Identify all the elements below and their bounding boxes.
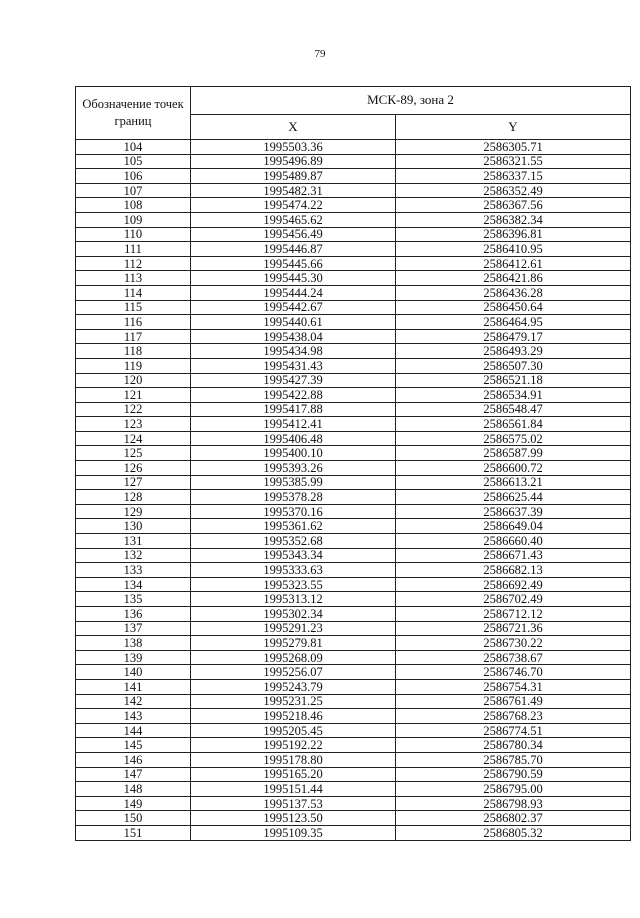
- point-number-cell: 132: [76, 548, 191, 563]
- x-coordinate-cell: 1995218.46: [191, 709, 396, 724]
- y-coordinate-cell: 2586534.91: [396, 388, 631, 403]
- y-coordinate-cell: 2586337.15: [396, 169, 631, 184]
- table-row: [76, 285, 631, 300]
- y-coordinate-cell: 2586738.67: [396, 650, 631, 665]
- x-coordinate-cell: 1995205.45: [191, 723, 396, 738]
- y-coordinate-cell: 2586671.43: [396, 548, 631, 563]
- x-coordinate-cell: 1995482.31: [191, 183, 396, 198]
- x-coordinate-cell: 1995256.07: [191, 665, 396, 680]
- table-row: [76, 709, 631, 724]
- x-coordinate-cell: 1995268.09: [191, 650, 396, 665]
- point-number-cell: 139: [76, 650, 191, 665]
- y-coordinate-cell: 2586768.23: [396, 709, 631, 724]
- x-coordinate-cell: 1995445.66: [191, 256, 396, 271]
- point-number-cell: 125: [76, 446, 191, 461]
- point-number-cell: 126: [76, 461, 191, 476]
- y-coordinate-cell: 2586321.55: [396, 154, 631, 169]
- point-number-cell: 113: [76, 271, 191, 286]
- point-number-cell: 145: [76, 738, 191, 753]
- table-row: [76, 344, 631, 359]
- y-coordinate-cell: 2586396.81: [396, 227, 631, 242]
- table-row: [76, 256, 631, 271]
- table-row: [76, 825, 631, 840]
- table-row: [76, 431, 631, 446]
- point-number-cell: 150: [76, 811, 191, 826]
- table-row: [76, 519, 631, 534]
- x-coordinate-cell: 1995165.20: [191, 767, 396, 782]
- table-row: [76, 271, 631, 286]
- y-coordinate-cell: 2586660.40: [396, 534, 631, 549]
- table-row: [76, 402, 631, 417]
- table-row: [76, 548, 631, 563]
- x-coordinate-cell: 1995361.62: [191, 519, 396, 534]
- table-row: [76, 315, 631, 330]
- x-coordinate-cell: 1995123.50: [191, 811, 396, 826]
- y-coordinate-cell: 2586521.18: [396, 373, 631, 388]
- table-row: [76, 154, 631, 169]
- point-number-cell: 138: [76, 636, 191, 651]
- point-number-cell: 111: [76, 242, 191, 257]
- y-coordinate-cell: 2586785.70: [396, 752, 631, 767]
- y-coordinate-cell: 2586367.56: [396, 198, 631, 213]
- table-row: [76, 738, 631, 753]
- point-number-cell: 143: [76, 709, 191, 724]
- point-number-cell: 122: [76, 402, 191, 417]
- x-coordinate-cell: 1995446.87: [191, 242, 396, 257]
- y-coordinate-cell: 2586625.44: [396, 490, 631, 505]
- y-coordinate-cell: 2586493.29: [396, 344, 631, 359]
- x-coordinate-cell: 1995333.63: [191, 563, 396, 578]
- point-number-cell: 109: [76, 212, 191, 227]
- table-row: [76, 388, 631, 403]
- point-number-cell: 148: [76, 782, 191, 797]
- point-number-cell: 121: [76, 388, 191, 403]
- point-number-cell: 141: [76, 679, 191, 694]
- table-row: [76, 650, 631, 665]
- table-row: [76, 329, 631, 344]
- point-number-cell: 134: [76, 577, 191, 592]
- point-number-cell: 115: [76, 300, 191, 315]
- x-coordinate-cell: 1995417.88: [191, 402, 396, 417]
- point-number-cell: 136: [76, 607, 191, 622]
- x-coordinate-cell: 1995178.80: [191, 752, 396, 767]
- table-row: [76, 767, 631, 782]
- x-coordinate-cell: 1995440.61: [191, 315, 396, 330]
- y-coordinate-cell: 2586479.17: [396, 329, 631, 344]
- point-number-cell: 151: [76, 825, 191, 840]
- x-coordinate-cell: 1995151.44: [191, 782, 396, 797]
- y-coordinate-cell: 2586412.61: [396, 256, 631, 271]
- point-number-cell: 119: [76, 358, 191, 373]
- x-coordinate-cell: 1995445.30: [191, 271, 396, 286]
- y-coordinate-cell: 2586798.93: [396, 796, 631, 811]
- y-coordinate-cell: 2586746.70: [396, 665, 631, 680]
- table-row: [76, 592, 631, 607]
- point-number-cell: 140: [76, 665, 191, 680]
- point-number-cell: 131: [76, 534, 191, 549]
- point-number-cell: 120: [76, 373, 191, 388]
- x-coordinate-cell: 1995313.12: [191, 592, 396, 607]
- x-coordinate-cell: 1995456.49: [191, 227, 396, 242]
- coordinates-table: [75, 86, 631, 841]
- point-number-cell: 123: [76, 417, 191, 432]
- y-coordinate-cell: 2586780.34: [396, 738, 631, 753]
- table-row: [76, 796, 631, 811]
- x-coordinate-cell: 1995343.34: [191, 548, 396, 563]
- table-row: [76, 636, 631, 651]
- y-coordinate-cell: 2586790.59: [396, 767, 631, 782]
- table-row: [76, 534, 631, 549]
- table-row: [76, 811, 631, 826]
- x-coordinate-cell: 1995422.88: [191, 388, 396, 403]
- table-row: [76, 490, 631, 505]
- table-row: [76, 417, 631, 432]
- point-number-cell: 149: [76, 796, 191, 811]
- x-coordinate-cell: 1995378.28: [191, 490, 396, 505]
- y-coordinate-cell: 2586682.13: [396, 563, 631, 578]
- header-y: Y: [396, 114, 631, 139]
- y-coordinate-cell: 2586649.04: [396, 519, 631, 534]
- header-x: X: [191, 114, 396, 139]
- y-coordinate-cell: 2586507.30: [396, 358, 631, 373]
- table-row: [76, 694, 631, 709]
- x-coordinate-cell: 1995109.35: [191, 825, 396, 840]
- x-coordinate-cell: 1995370.16: [191, 504, 396, 519]
- y-coordinate-cell: 2586382.34: [396, 212, 631, 227]
- x-coordinate-cell: 1995474.22: [191, 198, 396, 213]
- table-row: [76, 373, 631, 388]
- point-number-cell: 137: [76, 621, 191, 636]
- x-coordinate-cell: 1995385.99: [191, 475, 396, 490]
- x-coordinate-cell: 1995400.10: [191, 446, 396, 461]
- table-row: [76, 723, 631, 738]
- point-number-cell: 127: [76, 475, 191, 490]
- x-coordinate-cell: 1995431.43: [191, 358, 396, 373]
- x-coordinate-cell: 1995279.81: [191, 636, 396, 651]
- point-number-cell: 116: [76, 315, 191, 330]
- y-coordinate-cell: 2586600.72: [396, 461, 631, 476]
- point-number-cell: 114: [76, 285, 191, 300]
- point-number-cell: 106: [76, 169, 191, 184]
- table-row: [76, 227, 631, 242]
- y-coordinate-cell: 2586692.49: [396, 577, 631, 592]
- x-coordinate-cell: 1995465.62: [191, 212, 396, 227]
- x-coordinate-cell: 1995393.26: [191, 461, 396, 476]
- table-row: [76, 475, 631, 490]
- table-row: [76, 300, 631, 315]
- y-coordinate-cell: 2586305.71: [396, 140, 631, 155]
- table-row: [76, 169, 631, 184]
- point-number-cell: 108: [76, 198, 191, 213]
- table-row: [76, 212, 631, 227]
- table-row: [76, 577, 631, 592]
- page-number: 79: [314, 48, 326, 60]
- y-coordinate-cell: 2586410.95: [396, 242, 631, 257]
- x-coordinate-cell: 1995137.53: [191, 796, 396, 811]
- point-number-cell: 142: [76, 694, 191, 709]
- table-row: [76, 358, 631, 373]
- table-row: [76, 504, 631, 519]
- point-number-cell: 117: [76, 329, 191, 344]
- x-coordinate-cell: 1995352.68: [191, 534, 396, 549]
- x-coordinate-cell: 1995442.67: [191, 300, 396, 315]
- y-coordinate-cell: 2586730.22: [396, 636, 631, 651]
- y-coordinate-cell: 2586774.51: [396, 723, 631, 738]
- x-coordinate-cell: 1995323.55: [191, 577, 396, 592]
- y-coordinate-cell: 2586436.28: [396, 285, 631, 300]
- x-coordinate-cell: 1995192.22: [191, 738, 396, 753]
- table-row: [76, 679, 631, 694]
- x-coordinate-cell: 1995503.36: [191, 140, 396, 155]
- table-row: [76, 607, 631, 622]
- header-coordinate-system: МСК-89, зона 2: [191, 87, 631, 115]
- x-coordinate-cell: 1995496.89: [191, 154, 396, 169]
- y-coordinate-cell: 2586575.02: [396, 431, 631, 446]
- y-coordinate-cell: 2586805.32: [396, 825, 631, 840]
- point-number-cell: 130: [76, 519, 191, 534]
- point-number-cell: 112: [76, 256, 191, 271]
- point-number-cell: 104: [76, 140, 191, 155]
- table-row: [76, 621, 631, 636]
- point-number-cell: 118: [76, 344, 191, 359]
- x-coordinate-cell: 1995291.23: [191, 621, 396, 636]
- point-number-cell: 128: [76, 490, 191, 505]
- y-coordinate-cell: 2586450.64: [396, 300, 631, 315]
- y-coordinate-cell: 2586637.39: [396, 504, 631, 519]
- x-coordinate-cell: 1995438.04: [191, 329, 396, 344]
- y-coordinate-cell: 2586587.99: [396, 446, 631, 461]
- y-coordinate-cell: 2586548.47: [396, 402, 631, 417]
- x-coordinate-cell: 1995302.34: [191, 607, 396, 622]
- x-coordinate-cell: 1995243.79: [191, 679, 396, 694]
- x-coordinate-cell: 1995406.48: [191, 431, 396, 446]
- y-coordinate-cell: 2586421.86: [396, 271, 631, 286]
- table-row: [76, 563, 631, 578]
- point-number-cell: 105: [76, 154, 191, 169]
- y-coordinate-cell: 2586352.49: [396, 183, 631, 198]
- point-number-cell: 147: [76, 767, 191, 782]
- y-coordinate-cell: 2586802.37: [396, 811, 631, 826]
- point-number-cell: 107: [76, 183, 191, 198]
- table-row: [76, 665, 631, 680]
- point-number-cell: 110: [76, 227, 191, 242]
- y-coordinate-cell: 2586795.00: [396, 782, 631, 797]
- table-row: [76, 183, 631, 198]
- table-row: [76, 782, 631, 797]
- x-coordinate-cell: 1995434.98: [191, 344, 396, 359]
- y-coordinate-cell: 2586561.84: [396, 417, 631, 432]
- y-coordinate-cell: 2586613.21: [396, 475, 631, 490]
- table-row: [76, 242, 631, 257]
- point-number-cell: 146: [76, 752, 191, 767]
- table-body: [76, 140, 631, 841]
- y-coordinate-cell: 2586464.95: [396, 315, 631, 330]
- point-number-cell: 144: [76, 723, 191, 738]
- header-point-designation: Обозначение точек границ: [76, 87, 191, 140]
- x-coordinate-cell: 1995489.87: [191, 169, 396, 184]
- table-row: [76, 140, 631, 155]
- x-coordinate-cell: 1995444.24: [191, 285, 396, 300]
- table-row: [76, 198, 631, 213]
- x-coordinate-cell: 1995412.41: [191, 417, 396, 432]
- y-coordinate-cell: 2586761.49: [396, 694, 631, 709]
- point-number-cell: 124: [76, 431, 191, 446]
- x-coordinate-cell: 1995427.39: [191, 373, 396, 388]
- point-number-cell: 133: [76, 563, 191, 578]
- table-row: [76, 752, 631, 767]
- table-row: [76, 461, 631, 476]
- y-coordinate-cell: 2586702.49: [396, 592, 631, 607]
- y-coordinate-cell: 2586754.31: [396, 679, 631, 694]
- y-coordinate-cell: 2586721.36: [396, 621, 631, 636]
- y-coordinate-cell: 2586712.12: [396, 607, 631, 622]
- table-row: [76, 446, 631, 461]
- x-coordinate-cell: 1995231.25: [191, 694, 396, 709]
- point-number-cell: 135: [76, 592, 191, 607]
- point-number-cell: 129: [76, 504, 191, 519]
